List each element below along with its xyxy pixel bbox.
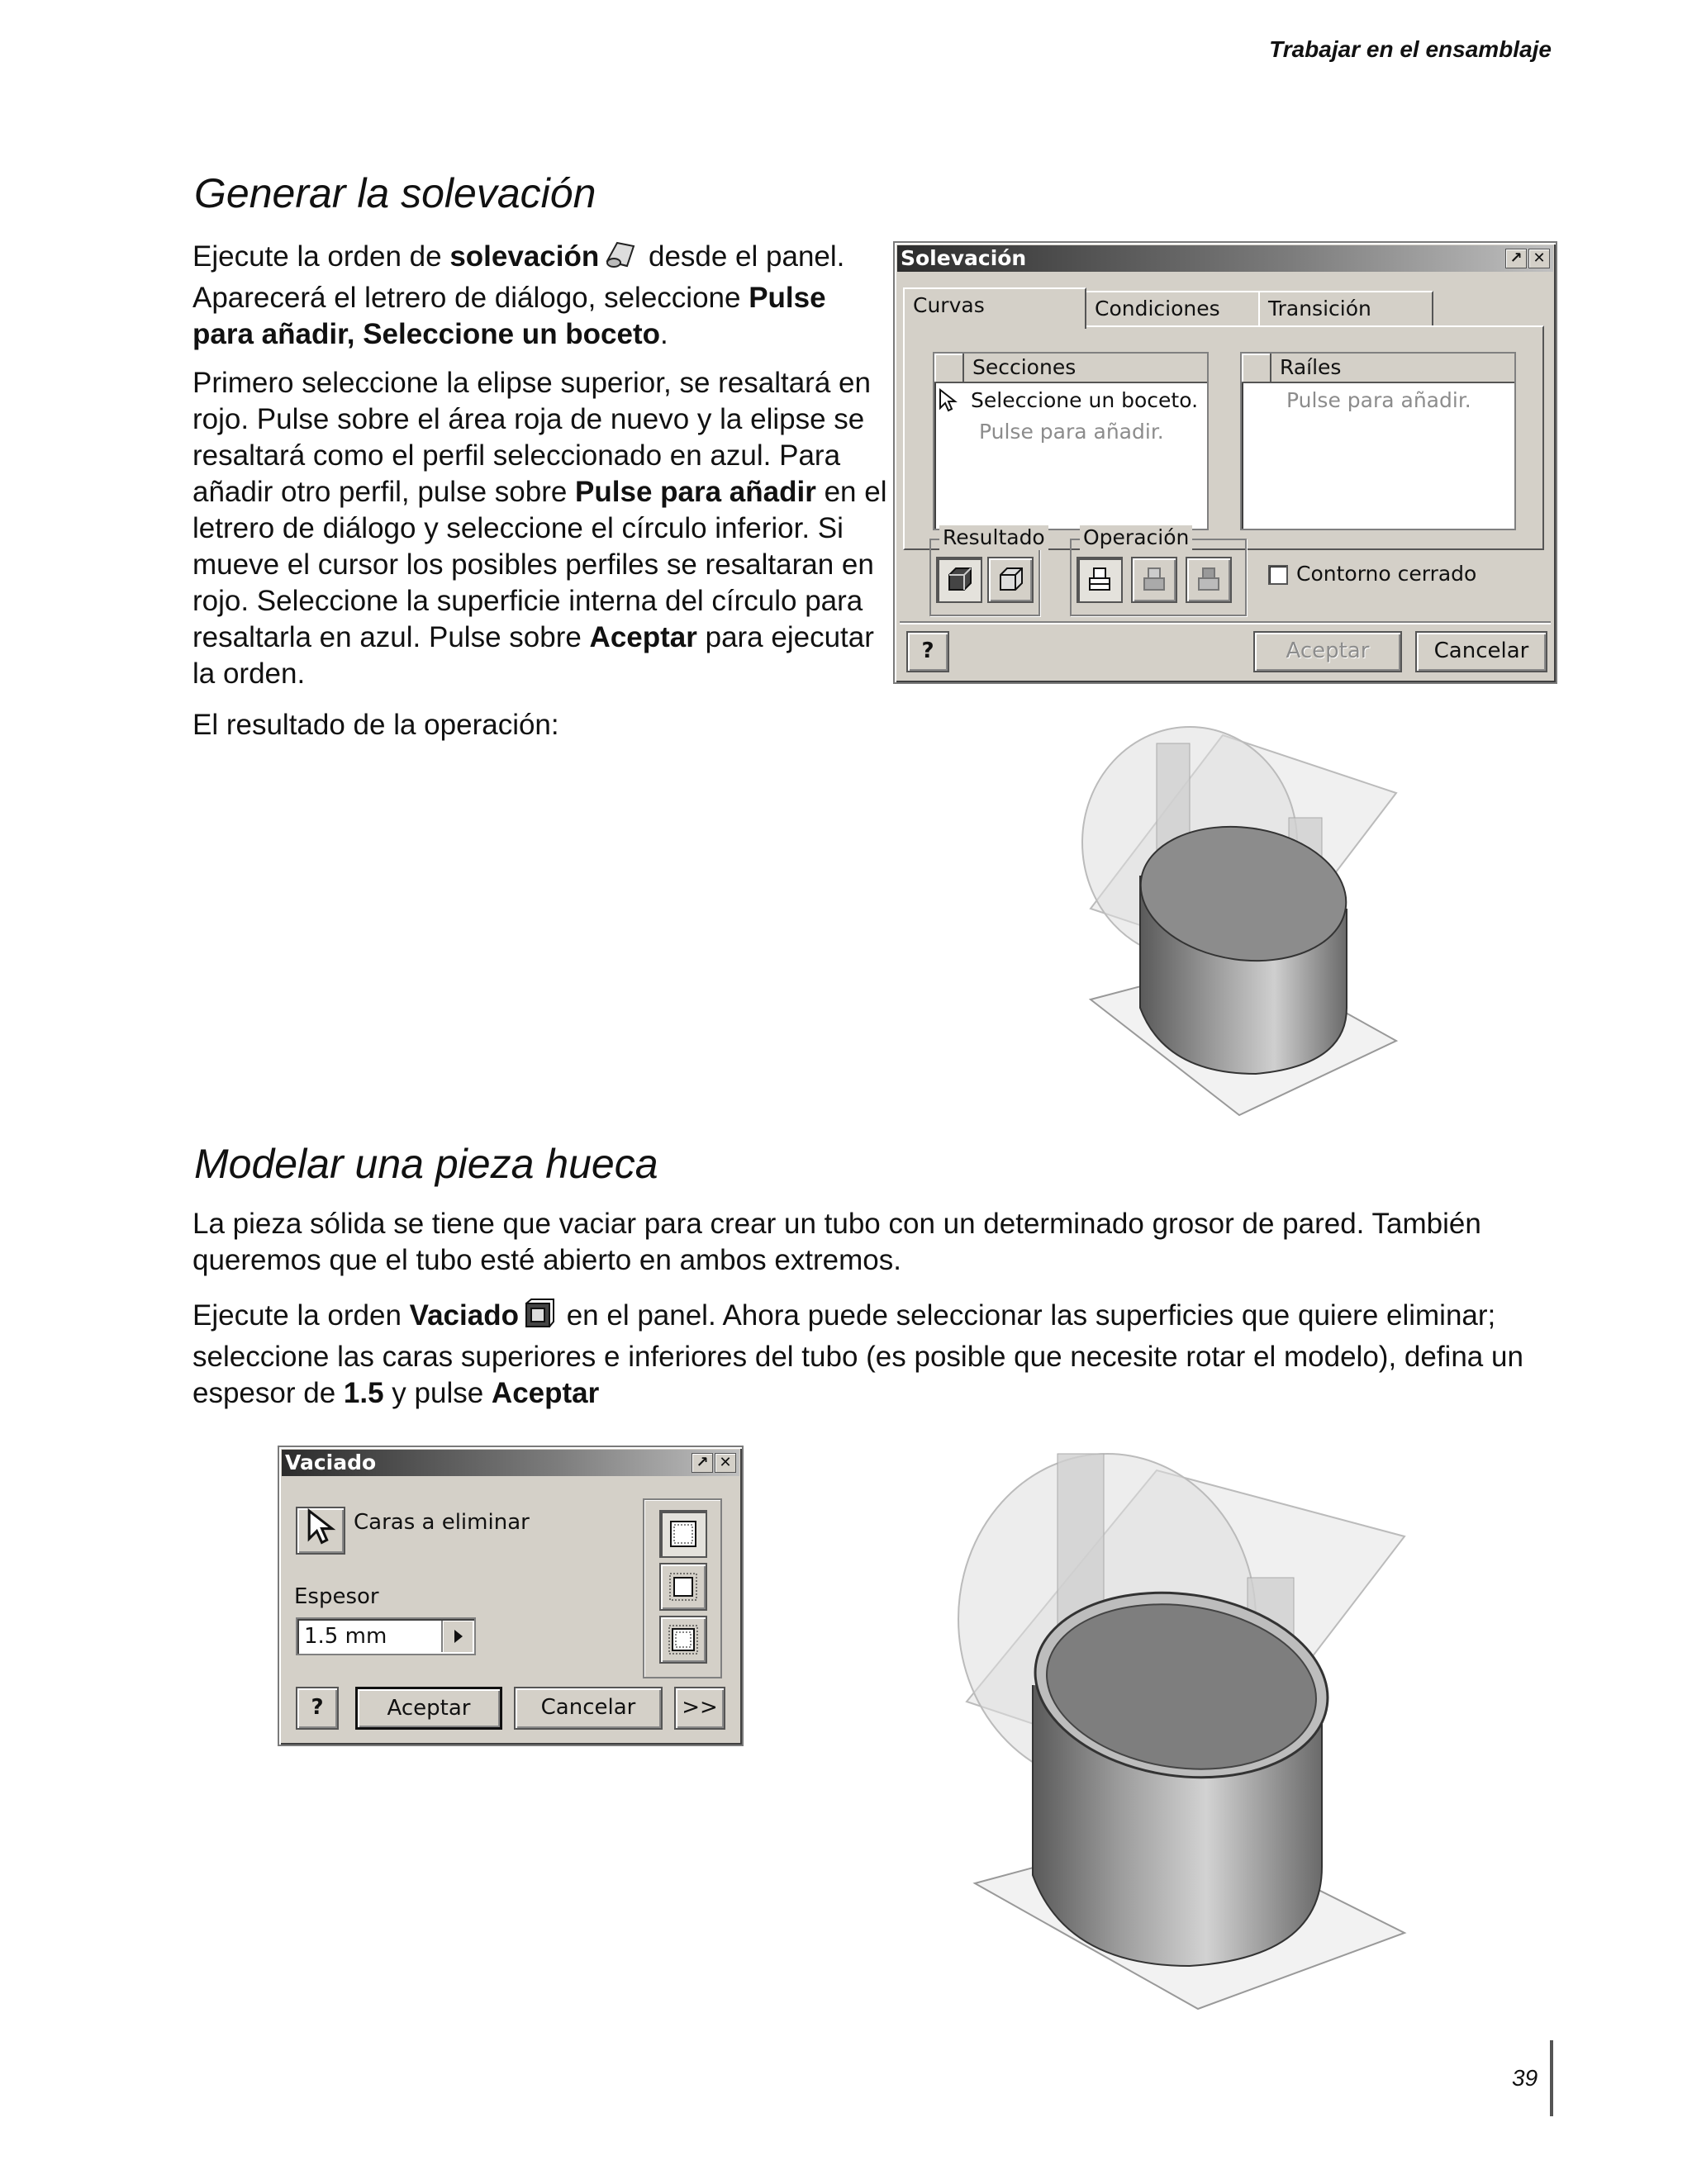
contorno-cerrado-checkbox[interactable]	[1268, 565, 1288, 585]
help-button[interactable]: ?	[296, 1687, 339, 1730]
direction-outside-button[interactable]	[659, 1563, 707, 1611]
paragraph-solevacion-steps: Primero seleccione la elipse superior, se resaltará en rojo. Pulse sobre el área roja de nuevo y la elipse se resaltará como el perfil seleccionado en azul. Para añadir otro perfil, pulse sobre Pulse para añadir en el letrero de diálogo y seleccione el círculo inferior. Si mueve el cursor los posibles perfiles se resaltaran en rojo. Seleccione la superficie interna del círculo para resaltarla en azul. Pulse sobre Aceptar para ejecutar la orden.	[192, 367, 887, 690]
direction-both-button[interactable]	[659, 1616, 707, 1664]
spinner-arrow-icon[interactable]	[441, 1621, 473, 1652]
vaciado-dialog	[278, 1446, 744, 1746]
paragraph-pieza-hueca-intro: La pieza sólida se tiene que vaciar para crear un tubo con un determinado grosor de pared. También queremos que el tubo esté abierto en ambos extremos.	[192, 1208, 1481, 1276]
close-icon[interactable]: ✕	[715, 1453, 736, 1473]
result-solid-button[interactable]	[936, 557, 982, 603]
loft-icon	[602, 238, 637, 280]
tab-transicion[interactable]: Transición	[1258, 291, 1433, 327]
dialog-title: Solevación	[901, 246, 1027, 270]
paragraph-vaciado-steps: Ejecute la orden Vaciado en el panel. Ahora puede seleccionar las superficies que quiere eliminar; seleccione las caras superiores e inferiores del tubo (es posible que necesite rotar el modelo), defina un espesor de 1.5 y pulse Aceptar	[192, 1297, 1547, 1412]
tab-condiciones[interactable]: Condiciones	[1085, 291, 1260, 327]
running-head: Trabajar en el ensamblaje	[1269, 36, 1552, 62]
select-faces-button[interactable]	[296, 1507, 345, 1555]
cursor-arrow-icon	[938, 388, 958, 416]
dialog-title: Vaciado	[285, 1450, 377, 1474]
espesor-field[interactable]	[296, 1617, 476, 1655]
page-edge-rule	[1550, 2040, 1553, 2116]
dialog-title-bar	[282, 1450, 739, 1476]
thickness-both-icon	[661, 1617, 706, 1662]
list-item[interactable]: Pulse para añadir.	[979, 420, 1164, 444]
pin-icon[interactable]: ↗	[1505, 249, 1527, 268]
railes-list[interactable]	[1240, 352, 1516, 530]
surface-box-icon	[989, 558, 1032, 601]
secciones-header-checkbox	[934, 354, 964, 382]
secciones-header-label: Secciones	[972, 355, 1077, 379]
cut-icon	[1133, 558, 1176, 601]
solid-box-icon	[938, 558, 981, 601]
resultado-label: Resultado	[939, 525, 1048, 550]
list-item[interactable]: Seleccione un boceto.	[971, 388, 1199, 412]
help-button[interactable]: ?	[906, 631, 949, 672]
list-item[interactable]: Pulse para añadir.	[1286, 388, 1471, 412]
loft-result-figure	[1066, 710, 1413, 1123]
cancelar-button[interactable]: Cancelar	[514, 1687, 663, 1730]
operation-intersect-button[interactable]	[1186, 557, 1232, 603]
intersect-icon	[1187, 558, 1230, 601]
section-title-solevacion: Generar la solevación	[194, 170, 596, 216]
secciones-header	[934, 354, 1207, 383]
join-icon	[1078, 558, 1121, 601]
aceptar-button[interactable]: Aceptar	[355, 1687, 502, 1730]
page-number: 39	[1512, 2065, 1538, 2091]
secciones-list[interactable]	[933, 352, 1209, 530]
cancelar-button[interactable]: Cancelar	[1415, 631, 1547, 672]
section-title-pieza-hueca: Modelar una pieza hueca	[194, 1141, 658, 1187]
espesor-label: Espesor	[294, 1584, 379, 1609]
dialog-title-bar	[897, 245, 1553, 272]
railes-header	[1242, 354, 1514, 383]
resultado-group	[929, 525, 1045, 616]
paragraph-resultado: El resultado de la operación:	[192, 709, 559, 741]
tab-curvas[interactable]: Curvas	[903, 287, 1086, 329]
hollow-tube-figure	[942, 1421, 1421, 2015]
result-surface-button[interactable]	[987, 557, 1034, 603]
operacion-group	[1070, 525, 1247, 616]
railes-header-checkbox	[1242, 354, 1271, 382]
separator	[900, 621, 1551, 623]
pin-icon[interactable]: ↗	[692, 1453, 713, 1473]
close-icon[interactable]: ✕	[1528, 249, 1550, 268]
espesor-value[interactable]: 1.5 mm	[304, 1624, 387, 1649]
railes-header-label: Raíles	[1280, 355, 1342, 379]
thickness-outside-icon	[661, 1564, 706, 1609]
contorno-cerrado-label: Contorno cerrado	[1296, 562, 1477, 586]
thickness-inside-icon	[661, 1512, 706, 1556]
tab-panel	[903, 325, 1544, 550]
operacion-label: Operación	[1080, 525, 1192, 550]
direction-group	[643, 1498, 722, 1678]
shell-icon	[522, 1297, 555, 1339]
paragraph-solevacion-intro: Ejecute la orden de solevación desde el panel. Aparecerá el letrero de diálogo, seleccione Pulse para añadir, Seleccione un boceto.	[192, 238, 886, 353]
operation-cut-button[interactable]	[1131, 557, 1177, 603]
caras-label: Caras a eliminar	[354, 1510, 530, 1535]
operation-join-button[interactable]	[1077, 557, 1123, 603]
more-button[interactable]: >>	[674, 1687, 725, 1730]
solevacion-dialog	[893, 241, 1557, 684]
cursor-arrow-icon	[304, 1508, 337, 1546]
direction-inside-button[interactable]	[659, 1510, 707, 1558]
aceptar-button[interactable]: Aceptar	[1253, 631, 1402, 672]
